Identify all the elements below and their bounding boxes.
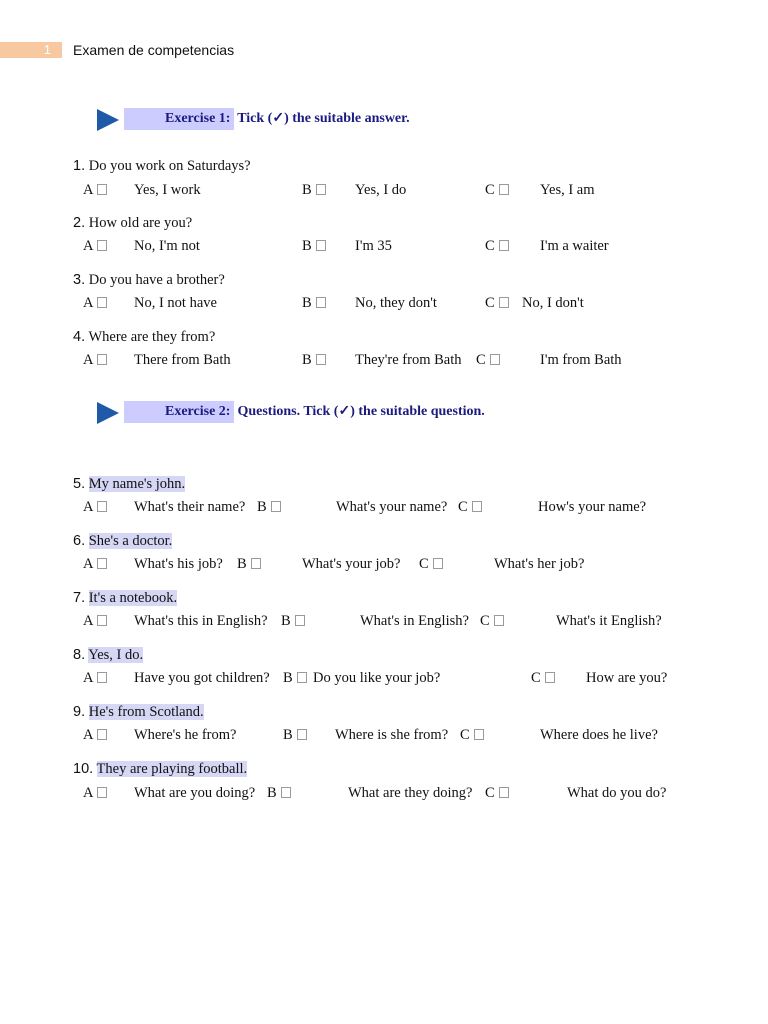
option-c-text: What's her job?: [494, 556, 585, 572]
option-c-checkbox[interactable]: C: [485, 784, 509, 802]
option-b-checkbox[interactable]: B: [281, 612, 305, 630]
option-c-text: Where does he live?: [540, 727, 658, 743]
option-a-text: No, I not have: [134, 295, 217, 311]
check-mark-icon: ✓: [272, 111, 285, 126]
option-a-text: Yes, I work: [134, 182, 201, 198]
question-1: 1. Do you work on Saturdays?: [73, 158, 251, 174]
option-a-checkbox[interactable]: A: [83, 351, 107, 369]
checkbox-icon: [494, 615, 504, 626]
option-b-text: What's your job?: [302, 556, 401, 572]
option-b-text: Do you like your job?: [313, 670, 441, 686]
option-a-text: Where's he from?: [134, 727, 237, 743]
checkbox-icon: [97, 297, 107, 308]
question-5: 5. My name's john.: [73, 476, 186, 492]
option-a-text: What's this in English?: [134, 613, 268, 629]
option-b-checkbox[interactable]: B: [302, 181, 326, 199]
checkbox-icon: [295, 615, 305, 626]
checkbox-icon: [97, 558, 107, 569]
option-a-checkbox[interactable]: A: [83, 498, 107, 516]
option-a-text: There from Bath: [134, 352, 231, 368]
option-c-text: I'm a waiter: [540, 238, 609, 254]
option-a-checkbox[interactable]: A: [83, 294, 107, 312]
option-c-text: How are you?: [586, 670, 668, 686]
checkbox-icon: [97, 240, 107, 251]
page-number: 1: [0, 42, 62, 58]
highlighted-statement: He's from Scotland.: [88, 704, 204, 720]
checkbox-icon: [499, 787, 509, 798]
option-c-checkbox[interactable]: C: [419, 555, 443, 573]
checkbox-icon: [297, 672, 307, 683]
question-2: 2. How old are you?: [73, 215, 193, 231]
highlighted-statement: Yes, I do.: [88, 647, 144, 663]
checkbox-icon: [281, 787, 291, 798]
checkbox-icon: [316, 354, 326, 365]
document-title: Examen de competencias: [73, 42, 235, 58]
option-c-text: What's it English?: [556, 613, 662, 629]
checkbox-icon: [499, 297, 509, 308]
checkbox-icon: [545, 672, 555, 683]
option-c-checkbox[interactable]: C: [480, 612, 504, 630]
checkbox-icon: [499, 184, 509, 195]
option-c-text: I'm from Bath: [540, 352, 622, 368]
option-a-checkbox[interactable]: A: [83, 784, 107, 802]
option-b-text: What's your name?: [336, 499, 448, 515]
option-b-text: What's in English?: [360, 613, 469, 629]
option-b-checkbox[interactable]: B: [267, 784, 291, 802]
checkbox-icon: [97, 501, 107, 512]
checkbox-icon: [97, 354, 107, 365]
option-c-text: No, I don't: [522, 295, 584, 311]
checkbox-icon: [251, 558, 261, 569]
option-c-checkbox[interactable]: C: [460, 726, 484, 744]
option-b-checkbox[interactable]: B: [302, 351, 326, 369]
option-c-checkbox[interactable]: C: [485, 181, 509, 199]
option-b-text: Yes, I do: [355, 182, 407, 198]
question-7: 7. It's a notebook.: [73, 590, 178, 606]
option-a-text: What's their name?: [134, 499, 246, 515]
option-a-text: Have you got children?: [134, 670, 270, 686]
checkbox-icon: [271, 501, 281, 512]
option-b-text: They're from Bath: [355, 352, 462, 368]
exercise-1-title: Exercise 1: Tick (✓) the suitable answer.: [165, 111, 410, 126]
option-a-checkbox[interactable]: A: [83, 669, 107, 687]
option-b-checkbox[interactable]: B: [257, 498, 281, 516]
checkbox-icon: [490, 354, 500, 365]
highlighted-statement: It's a notebook.: [88, 590, 178, 606]
option-a-text: What are you doing?: [134, 785, 256, 801]
option-c-checkbox[interactable]: C: [458, 498, 482, 516]
option-c-text: How's your name?: [538, 499, 647, 515]
option-c-checkbox[interactable]: C: [476, 351, 500, 369]
option-a-text: No, I'm not: [134, 238, 200, 254]
checkbox-icon: [316, 297, 326, 308]
option-a-checkbox[interactable]: A: [83, 555, 107, 573]
option-b-checkbox[interactable]: B: [283, 669, 307, 687]
checkbox-icon: [499, 240, 509, 251]
option-c-checkbox[interactable]: C: [485, 294, 509, 312]
option-b-text: I'm 35: [355, 238, 392, 254]
option-b-checkbox[interactable]: B: [283, 726, 307, 744]
arrow-right-icon: [97, 109, 119, 131]
checkbox-icon: [97, 672, 107, 683]
option-b-checkbox[interactable]: B: [237, 555, 261, 573]
option-a-checkbox[interactable]: A: [83, 612, 107, 630]
option-b-checkbox[interactable]: B: [302, 294, 326, 312]
highlighted-statement: She's a doctor.: [88, 533, 173, 549]
option-c-checkbox[interactable]: C: [531, 669, 555, 687]
checkbox-icon: [433, 558, 443, 569]
highlighted-statement: They are playing football.: [96, 761, 248, 777]
checkbox-icon: [316, 184, 326, 195]
option-a-text: What's his job?: [134, 556, 223, 572]
checkbox-icon: [297, 729, 307, 740]
option-c-text: Yes, I am: [540, 182, 595, 198]
checkbox-icon: [472, 501, 482, 512]
checkbox-icon: [97, 184, 107, 195]
option-a-checkbox[interactable]: A: [83, 726, 107, 744]
highlighted-statement: My name's john.: [88, 476, 186, 492]
exercise-2-title: Exercise 2: Questions. Tick (✓) the suitable question.: [165, 404, 485, 419]
option-c-checkbox[interactable]: C: [485, 237, 509, 255]
question-9: 9. He's from Scotland.: [73, 704, 204, 720]
question-6: 6. She's a doctor.: [73, 533, 173, 549]
option-c-text: What do you do?: [567, 785, 667, 801]
question-10: 10. They are playing football.: [73, 761, 248, 777]
option-b-text: Where is she from?: [335, 727, 449, 743]
arrow-right-icon: [97, 402, 119, 424]
option-a-checkbox[interactable]: A: [83, 181, 107, 199]
question-8: 8. Yes, I do.: [73, 647, 144, 663]
option-b-text: No, they don't: [355, 295, 437, 311]
checkbox-icon: [97, 787, 107, 798]
checkbox-icon: [97, 615, 107, 626]
question-4: 4. Where are they from?: [73, 329, 216, 345]
check-mark-icon: ✓: [338, 404, 351, 419]
checkbox-icon: [97, 729, 107, 740]
option-a-checkbox[interactable]: A: [83, 237, 107, 255]
question-3: 3. Do you have a brother?: [73, 272, 225, 288]
option-b-text: What are they doing?: [348, 785, 473, 801]
option-b-checkbox[interactable]: B: [302, 237, 326, 255]
checkbox-icon: [316, 240, 326, 251]
checkbox-icon: [474, 729, 484, 740]
